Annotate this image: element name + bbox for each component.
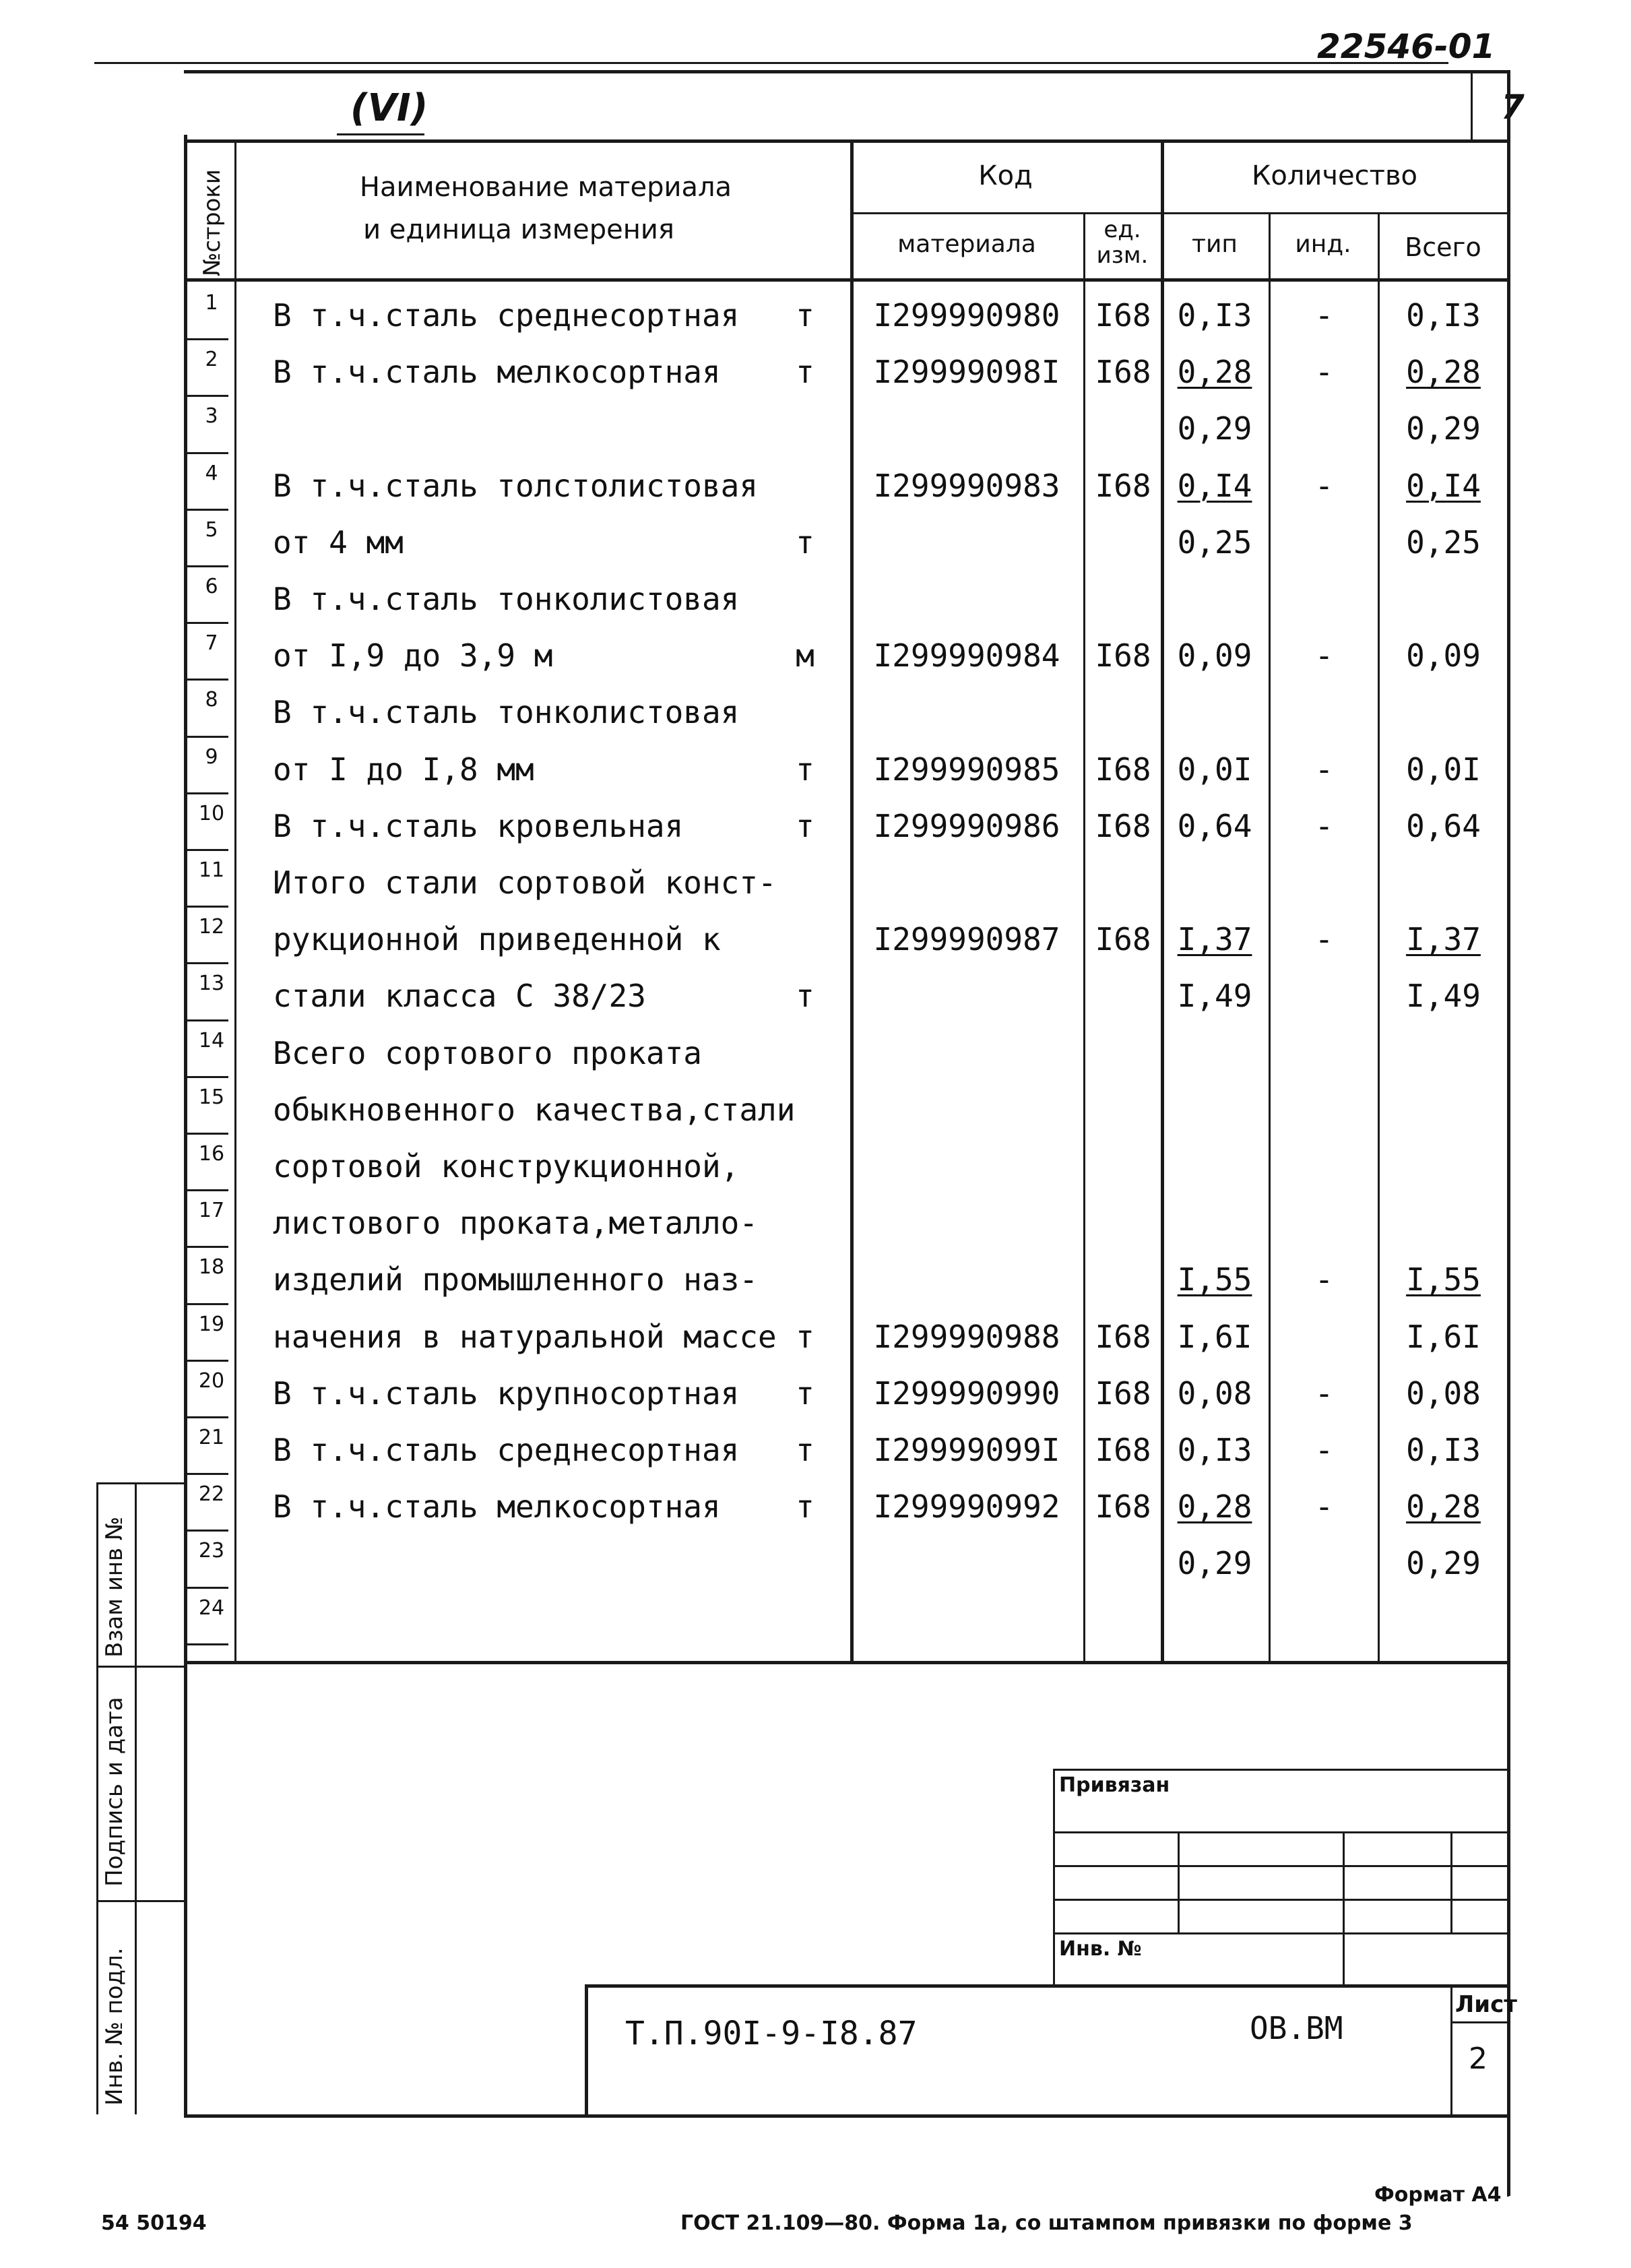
qty-ind: - [1314, 1261, 1334, 1298]
row-divider [184, 1019, 228, 1021]
left-mark: 54 50194 [101, 2211, 207, 2235]
side-div2 [96, 1900, 184, 1902]
row-divider [184, 1416, 228, 1418]
row-number: 16 [198, 1142, 225, 1166]
material-code: I299990987 [873, 921, 1060, 958]
section-mark: (VI) [350, 86, 428, 130]
vzam-inv-label: Взам инв № [101, 1516, 128, 1658]
material-name: Итого стали сортовой конст- [273, 864, 777, 901]
material-name: В т.ч.сталь кровельная [273, 807, 684, 844]
code-unit-header: ед. изм. [1096, 216, 1149, 269]
title-sheet-div [1450, 2021, 1508, 2023]
row-number: 1 [205, 291, 218, 315]
sheet-number: 2 [1469, 2042, 1488, 2076]
row-number: 23 [198, 1539, 225, 1563]
unit-code: I68 [1095, 1375, 1151, 1412]
format-label: Формат А4 [1374, 2183, 1502, 2207]
material-code: I299990988 [873, 1318, 1060, 1355]
material-name: В т.ч.сталь толстолистовая [273, 467, 759, 504]
qty-type: 0,0I [1177, 751, 1252, 788]
material-code: I299990992 [873, 1488, 1060, 1525]
side-div1 [96, 1666, 184, 1668]
material-unit: т [796, 1488, 814, 1525]
qty-total: 0,I4 [1406, 467, 1481, 504]
material-name: листового проката,металло- [273, 1205, 759, 1242]
stamp-v2 [1343, 1831, 1345, 1984]
qty-total: 0,I3 [1406, 1432, 1481, 1468]
material-name: от 4 мм [273, 524, 404, 561]
frame-bottom [184, 2114, 1508, 2118]
row-divider [184, 1473, 228, 1475]
qty-total: 0,0I [1406, 751, 1481, 788]
section-mark-underline [337, 133, 424, 135]
name-header-line1: Наименование материала [359, 172, 732, 203]
row-divider [184, 906, 228, 908]
qty-type: I,49 [1177, 978, 1252, 1015]
material-name: от I,9 до 3,9 м [273, 637, 553, 674]
material-name: В т.ч.сталь крупносортная [273, 1375, 740, 1412]
material-code: I299990990 [873, 1375, 1060, 1412]
material-unit: т [796, 978, 814, 1015]
qty-type: I,55 [1177, 1261, 1252, 1298]
qty-total: I,49 [1406, 978, 1481, 1015]
privyazan-label: Привязан [1059, 1773, 1170, 1797]
document-number: 22546-01 [1317, 27, 1496, 66]
qty-total: I,55 [1406, 1261, 1481, 1298]
row-divider [184, 509, 228, 511]
row-number: 5 [205, 517, 218, 542]
qty-total: 0,28 [1406, 354, 1481, 391]
qty-ind: - [1314, 807, 1334, 844]
stamp-v3 [1450, 1831, 1452, 1932]
row-divider [184, 395, 228, 397]
col-name-right [850, 139, 854, 1664]
material-unit: т [796, 1432, 814, 1468]
row-number: 13 [198, 972, 225, 996]
page-box-left [1471, 70, 1473, 140]
frame-right [1507, 70, 1510, 2196]
header-subline [850, 212, 1508, 214]
material-name: В т.ч.сталь мелкосортная [273, 354, 721, 391]
row-number: 24 [198, 1596, 225, 1620]
quantity-type-header: тип [1192, 230, 1238, 258]
unit-code: I68 [1095, 921, 1151, 958]
side-col-right [135, 1482, 137, 2114]
qty-type: 0,28 [1177, 354, 1252, 391]
unit-code: I68 [1095, 1318, 1151, 1355]
name-header-line2: и единица измерения [363, 214, 674, 245]
sheet-label: Лист [1455, 1991, 1517, 2018]
inv-podl-label: Инв. № подл. [101, 1947, 128, 2106]
material-code: I29999098I [873, 354, 1060, 391]
qty-total: 0,64 [1406, 807, 1481, 844]
qty-type: 0,08 [1177, 1375, 1252, 1412]
material-name: сортовой конструкционной, [273, 1148, 740, 1185]
stamp-top [1053, 1769, 1508, 1771]
row-number: 17 [198, 1199, 225, 1223]
stamp-v1 [1178, 1831, 1180, 1932]
side-top [96, 1482, 184, 1484]
row-number: 19 [198, 1312, 225, 1336]
inv-no-label: Инв. № [1059, 1937, 1142, 1961]
qty-type: 0,25 [1177, 524, 1252, 561]
row-divider [184, 452, 228, 454]
material-code: I299990980 [873, 297, 1060, 334]
unit-code: I68 [1095, 1488, 1151, 1525]
row-divider [184, 679, 228, 681]
row-number: 10 [198, 801, 225, 825]
unit-code: I68 [1095, 297, 1151, 334]
quantity-ind-header: инд. [1295, 230, 1351, 258]
qty-ind: - [1314, 467, 1334, 504]
row-number: 20 [198, 1368, 225, 1393]
material-code: I29999099I [873, 1432, 1060, 1468]
row-number: 4 [205, 461, 218, 485]
footer-right-tick [1507, 2116, 1509, 2197]
mark: ОВ.ВМ [1250, 2010, 1343, 2046]
material-code: I299990983 [873, 467, 1060, 504]
qty-type: 0,64 [1177, 807, 1252, 844]
material-name: изделий промышленного наз- [273, 1261, 759, 1298]
qty-type: I,6I [1177, 1318, 1252, 1355]
qty-total: 0,28 [1406, 1488, 1481, 1525]
material-unit: т [796, 807, 814, 844]
row-divider [184, 1360, 228, 1362]
qty-total: 0,08 [1406, 1375, 1481, 1412]
qty-ind: - [1314, 354, 1334, 391]
material-name: В т.ч.сталь тонколистовая [273, 581, 740, 617]
signature-date-label: Подпись и дата [101, 1697, 128, 1887]
row-divider [184, 1303, 228, 1305]
qty-ind: - [1314, 297, 1334, 334]
quantity-total-header: Всего [1405, 232, 1481, 262]
page-mark: 7 [1501, 88, 1525, 127]
row-divider [184, 1530, 228, 1532]
material-unit: т [796, 751, 814, 788]
table-bottom [184, 1661, 1508, 1664]
material-name: В т.ч.сталь тонколистовая [273, 694, 740, 731]
row-number: 2 [205, 348, 218, 372]
material-unit: т [796, 1375, 814, 1412]
row-divider [184, 1587, 228, 1589]
row-number: 14 [198, 1028, 225, 1052]
row-divider [184, 1246, 228, 1248]
qty-type: 0,29 [1177, 1545, 1252, 1582]
unit-code: I68 [1095, 1432, 1151, 1468]
row-number: 12 [198, 915, 225, 939]
qty-type: 0,I3 [1177, 1432, 1252, 1468]
col-ind-right [1378, 212, 1380, 1664]
row-number: 22 [198, 1482, 225, 1507]
qty-type: 0,I4 [1177, 467, 1252, 504]
material-code: I299990985 [873, 751, 1060, 788]
material-code: I299990986 [873, 807, 1060, 844]
unit-code: I68 [1095, 751, 1151, 788]
qty-type: I,37 [1177, 921, 1252, 958]
qty-total: 0,29 [1406, 1545, 1481, 1582]
row-divider [184, 1643, 228, 1645]
col-tip-right [1269, 212, 1271, 1664]
col-code-right [1083, 212, 1085, 1664]
qty-total: 0,09 [1406, 637, 1481, 674]
material-name: начения в натуральной массе [273, 1318, 777, 1355]
stamp-row4 [1053, 1932, 1508, 1934]
row-number: 21 [198, 1426, 225, 1449]
qty-type: 0,09 [1177, 637, 1252, 674]
stamp-left [1053, 1769, 1055, 1984]
top-rule [94, 62, 1448, 64]
quantity-header: Количество [1251, 160, 1417, 191]
row-divider [184, 1076, 228, 1078]
row-divider [184, 1133, 228, 1135]
qty-type: 0,28 [1177, 1488, 1252, 1525]
material-name: рукционной приведенной к [273, 921, 721, 958]
row-number: 6 [205, 575, 218, 598]
row-number: 3 [205, 404, 218, 429]
material-unit: т [796, 524, 814, 561]
row-number: 18 [198, 1255, 225, 1280]
material-name: В т.ч.сталь среднесортная [273, 297, 740, 334]
qty-ind: - [1314, 921, 1334, 958]
side-col-left [96, 1482, 98, 2114]
row-divider [184, 736, 228, 738]
unit-code: I68 [1095, 807, 1151, 844]
gost-label: ГОСТ 21.109—80. Форма 1а, со штампом привязки по форме 3 [680, 2211, 1413, 2235]
material-unit: т [796, 297, 814, 334]
qty-total: I,37 [1406, 921, 1481, 958]
qty-total: 0,I3 [1406, 297, 1481, 334]
qty-ind: - [1314, 1432, 1334, 1468]
row-divider [184, 622, 228, 624]
material-unit: т [796, 1318, 814, 1355]
qty-ind: - [1314, 637, 1334, 674]
title-sheet-left [1450, 1984, 1452, 2114]
row-number: 15 [198, 1085, 225, 1109]
frame-top [184, 70, 1508, 73]
qty-type: 0,29 [1177, 410, 1252, 447]
frame-left [184, 135, 187, 2114]
material-name: В т.ч.сталь среднесортная [273, 1432, 740, 1468]
material-code: I299990984 [873, 637, 1060, 674]
row-number-header: №строки [199, 169, 226, 276]
unit-code: I68 [1095, 467, 1151, 504]
row-number: 7 [205, 631, 218, 656]
stamp-row2 [1053, 1865, 1508, 1867]
row-divider [184, 792, 228, 794]
unit-code: I68 [1095, 637, 1151, 674]
row-divider [184, 338, 228, 340]
material-unit: т [796, 354, 814, 391]
designation: Т.П.90I-9-I8.87 [625, 2015, 918, 2052]
row-divider [184, 849, 228, 851]
col-rownum [234, 139, 236, 1664]
row-number: 8 [205, 688, 218, 712]
qty-ind: - [1314, 751, 1334, 788]
material-name: В т.ч.сталь мелкосортная [273, 1488, 721, 1525]
material-name: Всего сортового проката [273, 1034, 702, 1071]
code-header: Код [978, 160, 1033, 191]
table-header-top [184, 139, 1508, 143]
material-name: обыкновенного качества,стали [273, 1091, 796, 1128]
qty-ind: - [1314, 1488, 1334, 1525]
code-material-header: материала [897, 230, 1036, 258]
material-name: стали класса С 38/23 [273, 978, 646, 1015]
material-unit: м [796, 637, 814, 674]
material-name: от I до I,8 мм [273, 751, 534, 788]
qty-type: 0,I3 [1177, 297, 1252, 334]
qty-total: 0,29 [1406, 410, 1481, 447]
stamp-row1 [1053, 1831, 1508, 1833]
row-divider [184, 565, 228, 567]
row-divider [184, 1189, 228, 1191]
qty-ind: - [1314, 1375, 1334, 1412]
title-block-top [585, 1984, 1508, 1988]
header-bottom [184, 278, 1508, 282]
unit-code: I68 [1095, 354, 1151, 391]
qty-total: 0,25 [1406, 524, 1481, 561]
stamp-row3 [1053, 1899, 1508, 1901]
title-block-left [585, 1984, 588, 2114]
row-divider [184, 962, 228, 964]
row-number: 9 [205, 745, 218, 769]
qty-total: I,6I [1406, 1318, 1481, 1355]
row-number: 11 [198, 858, 225, 882]
